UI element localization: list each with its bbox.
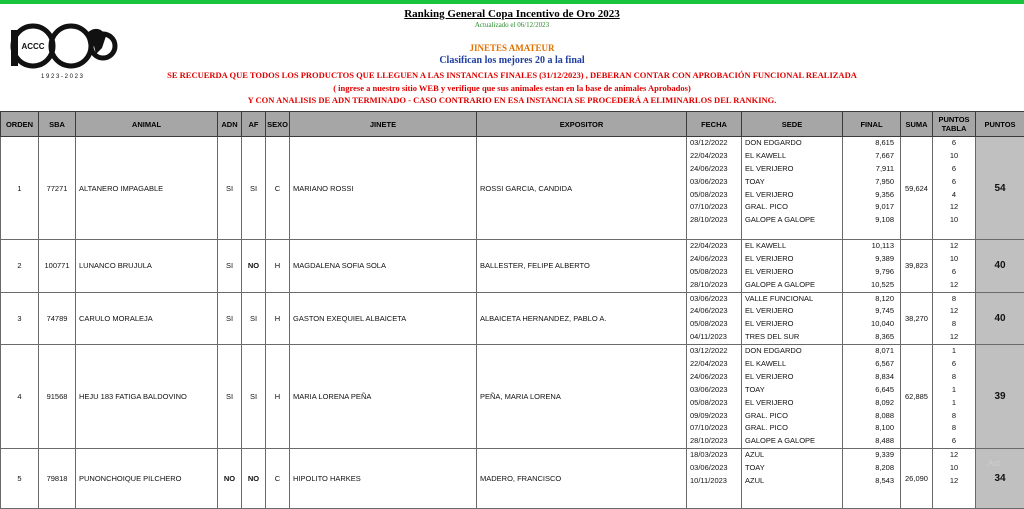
result-final: 7,911 <box>843 163 900 176</box>
result-fecha: 18/03/2023 <box>687 449 741 462</box>
cell-puntos-tabla <box>933 240 976 293</box>
result-fecha: 03/12/2022 <box>687 137 741 150</box>
result-final: 10,525 <box>843 279 900 292</box>
cell-sede <box>742 137 843 240</box>
result-final: 8,120 <box>843 293 900 306</box>
result-fecha: 07/10/2023 <box>687 201 741 214</box>
result-sede: DON EDGARDO <box>742 137 842 150</box>
cell-orden: 5 <box>1 449 39 509</box>
cell-final <box>843 345 901 449</box>
result-final: 8,088 <box>843 410 900 423</box>
result-sede: EL VERIJERO <box>742 163 842 176</box>
col-expositor[interactable]: EXPOSITOR <box>477 112 687 137</box>
cell-final <box>843 137 901 240</box>
cell-orden: 3 <box>1 292 39 345</box>
table-row[interactable] <box>1 345 1024 449</box>
col-sba[interactable]: SBA <box>39 112 76 137</box>
cell-af: NO <box>242 240 266 293</box>
cell-puntos-tabla <box>933 137 976 240</box>
col-sede[interactable]: SEDE <box>742 112 843 137</box>
cell-sexo: C <box>266 137 290 240</box>
result-sede: EL KAWELL <box>742 240 842 253</box>
result-final: 9,339 <box>843 449 900 462</box>
result-sede: GRAL. PICO <box>742 410 842 423</box>
result-puntos-tabla: 8 <box>933 318 975 331</box>
result-sede: TOAY <box>742 176 842 189</box>
cell-adn: SI <box>218 292 242 345</box>
result-final: 8,365 <box>843 331 900 344</box>
result-final: 9,108 <box>843 214 900 227</box>
result-fecha: 24/06/2023 <box>687 305 741 318</box>
result-fecha: 05/08/2023 <box>687 266 741 279</box>
cell-jinete: MARIANO ROSSI <box>290 137 477 240</box>
cell-orden: 4 <box>1 345 39 449</box>
logo-text: ACCC <box>21 42 44 51</box>
col-animal[interactable]: ANIMAL <box>76 112 218 137</box>
cell-jinete: MARIA LORENA PEÑA <box>290 345 477 449</box>
result-sede: GRAL. PICO <box>742 422 842 435</box>
result-fecha: 24/06/2023 <box>687 163 741 176</box>
result-puntos-tabla: 10 <box>933 462 975 475</box>
result-puntos-tabla: 12 <box>933 201 975 214</box>
table-row[interactable] <box>1 292 1024 345</box>
result-puntos-tabla: 6 <box>933 163 975 176</box>
result-sede: EL VERIJERO <box>742 253 842 266</box>
result-puntos-tabla: 6 <box>933 266 975 279</box>
ranking-table <box>0 111 1024 509</box>
result-fecha: 10/11/2023 <box>687 475 741 488</box>
result-fecha: 05/08/2023 <box>687 189 741 202</box>
result-fecha: 04/11/2023 <box>687 331 741 344</box>
result-final: 10,040 <box>843 318 900 331</box>
cell-fecha <box>687 449 742 509</box>
col-fecha[interactable]: FECHA <box>687 112 742 137</box>
cell-animal: LUNANCO BRUJULA <box>76 240 218 293</box>
cell-suma: 26,090 <box>901 449 933 509</box>
cell-expositor: ROSSI GARCIA, CANDIDA <box>477 137 687 240</box>
cell-puntos: 40 <box>976 240 1024 293</box>
col-final[interactable]: FINAL <box>843 112 901 137</box>
cell-puntos: 34 <box>976 449 1024 509</box>
cell-sba: 79818 <box>39 449 76 509</box>
cell-adn: NO <box>218 449 242 509</box>
result-final: 8,834 <box>843 371 900 384</box>
result-sede: EL VERIJERO <box>742 189 842 202</box>
result-final: 8,208 <box>843 462 900 475</box>
watermark: Act <box>988 459 1000 468</box>
result-final: 8,100 <box>843 422 900 435</box>
cell-sede <box>742 345 843 449</box>
result-final: 8,071 <box>843 345 900 358</box>
result-puntos-tabla: 12 <box>933 331 975 344</box>
result-sede: EL VERIJERO <box>742 371 842 384</box>
page-title: Ranking General Copa Incentivo de Oro 2023 <box>0 8 1024 20</box>
result-final: 9,796 <box>843 266 900 279</box>
cell-fecha <box>687 240 742 293</box>
cell-suma: 62,885 <box>901 345 933 449</box>
result-fecha: 24/06/2023 <box>687 371 741 384</box>
result-puntos-tabla: 12 <box>933 449 975 462</box>
cell-af: NO <box>242 449 266 509</box>
result-sede: EL VERIJERO <box>742 318 842 331</box>
col-orden[interactable]: ORDEN <box>1 112 39 137</box>
result-fecha: 28/10/2023 <box>687 279 741 292</box>
result-puntos-tabla: 4 <box>933 189 975 202</box>
cell-sede <box>742 240 843 293</box>
col-puntos-tabla[interactable]: PUNTOS TABLA <box>933 112 976 137</box>
result-puntos-tabla: 1 <box>933 345 975 358</box>
result-sede: TOAY <box>742 384 842 397</box>
cell-af: SI <box>242 137 266 240</box>
result-fecha: 03/06/2023 <box>687 462 741 475</box>
cell-puntos-tabla <box>933 345 976 449</box>
result-sede: GALOPE A GALOPE <box>742 279 842 292</box>
result-sede: AZUL <box>742 475 842 488</box>
cell-fecha <box>687 345 742 449</box>
cell-animal: CARULO MORALEJA <box>76 292 218 345</box>
cell-puntos: 39 <box>976 345 1024 449</box>
result-final: 8,488 <box>843 435 900 448</box>
result-sede: GRAL. PICO <box>742 201 842 214</box>
result-puntos-tabla: 10 <box>933 214 975 227</box>
cell-expositor: ALBAICETA HERNANDEZ, PABLO A. <box>477 292 687 345</box>
col-suma[interactable]: SUMA <box>901 112 933 137</box>
warning-line-2: ( ingrese a nuestro sitio WEB y verifique que sus animales estan en la base de animales Aprobados) <box>0 83 1024 93</box>
result-sede: EL KAWELL <box>742 150 842 163</box>
cell-jinete: MAGDALENA SOFIA SOLA <box>290 240 477 293</box>
cell-animal: PUNONCHOIQUE PILCHERO <box>76 449 218 509</box>
table-row[interactable] <box>1 137 1024 240</box>
result-puntos-tabla: 6 <box>933 435 975 448</box>
cell-final <box>843 240 901 293</box>
cell-sexo: H <box>266 240 290 293</box>
result-sede: VALLE FUNCIONAL <box>742 293 842 306</box>
cell-sba: 100771 <box>39 240 76 293</box>
cell-animal: HEJU 183 FATIGA BALDOVINO <box>76 345 218 449</box>
result-puntos-tabla: 6 <box>933 176 975 189</box>
cell-adn: SI <box>218 137 242 240</box>
cell-sede <box>742 292 843 345</box>
result-fecha: 22/04/2023 <box>687 240 741 253</box>
cell-sba: 91568 <box>39 345 76 449</box>
result-fecha: 24/06/2023 <box>687 253 741 266</box>
result-sede: GALOPE A GALOPE <box>742 435 842 448</box>
result-sede: TOAY <box>742 462 842 475</box>
cell-sexo: H <box>266 292 290 345</box>
cell-af: SI <box>242 345 266 449</box>
result-final: 8,092 <box>843 397 900 410</box>
result-sede: TRES DEL SUR <box>742 331 842 344</box>
result-puntos-tabla: 12 <box>933 305 975 318</box>
result-fecha: 03/06/2023 <box>687 176 741 189</box>
result-final: 9,389 <box>843 253 900 266</box>
cell-puntos: 54 <box>976 137 1024 240</box>
result-sede: EL VERIJERO <box>742 266 842 279</box>
result-fecha: 05/08/2023 <box>687 397 741 410</box>
cell-af: SI <box>242 292 266 345</box>
cell-sba: 77271 <box>39 137 76 240</box>
result-fecha: 05/08/2023 <box>687 318 741 331</box>
cell-final <box>843 292 901 345</box>
cell-puntos: 40 <box>976 292 1024 345</box>
result-sede: EL KAWELL <box>742 358 842 371</box>
cell-expositor: BALLESTER, FELIPE ALBERTO <box>477 240 687 293</box>
col-sexo[interactable]: SEXO <box>266 112 290 137</box>
result-puntos-tabla: 1 <box>933 384 975 397</box>
result-puntos-tabla: 1 <box>933 397 975 410</box>
result-fecha: 28/10/2023 <box>687 214 741 227</box>
result-sede: AZUL <box>742 449 842 462</box>
cell-expositor: MADERO, FRANCISCO <box>477 449 687 509</box>
result-fecha: 03/06/2023 <box>687 384 741 397</box>
cell-final <box>843 449 901 509</box>
result-fecha: 03/12/2022 <box>687 345 741 358</box>
result-final: 8,543 <box>843 475 900 488</box>
cell-adn: SI <box>218 345 242 449</box>
cell-sede <box>742 449 843 509</box>
result-puntos-tabla: 10 <box>933 253 975 266</box>
table-header-row <box>1 112 1024 137</box>
col-puntos[interactable]: PUNTOS <box>976 112 1024 137</box>
result-final: 6,567 <box>843 358 900 371</box>
cell-jinete: GASTON EXEQUIEL ALBAICETA <box>290 292 477 345</box>
result-puntos-tabla: 6 <box>933 358 975 371</box>
cell-adn: SI <box>218 240 242 293</box>
result-final: 9,017 <box>843 201 900 214</box>
result-final: 9,745 <box>843 305 900 318</box>
cell-puntos-tabla <box>933 449 976 509</box>
result-fecha: 03/06/2023 <box>687 293 741 306</box>
result-final: 7,667 <box>843 150 900 163</box>
result-puntos-tabla: 12 <box>933 240 975 253</box>
result-puntos-tabla: 8 <box>933 371 975 384</box>
cell-sexo: C <box>266 449 290 509</box>
result-fecha: 22/04/2023 <box>687 150 741 163</box>
cell-jinete: HIPOLITO HARKES <box>290 449 477 509</box>
result-final: 10,113 <box>843 240 900 253</box>
result-final: 9,356 <box>843 189 900 202</box>
cell-suma: 38,270 <box>901 292 933 345</box>
subtitle: Clasifican los mejores 20 a la final <box>0 55 1024 66</box>
result-puntos-tabla: 8 <box>933 410 975 423</box>
result-puntos-tabla: 8 <box>933 293 975 306</box>
col-adn[interactable]: ADN <box>218 112 242 137</box>
cell-fecha <box>687 137 742 240</box>
cell-animal: ALTANERO IMPAGABLE <box>76 137 218 240</box>
result-fecha: 22/04/2023 <box>687 358 741 371</box>
result-final: 7,950 <box>843 176 900 189</box>
category-label: JINETES AMATEUR <box>0 43 1024 53</box>
result-fecha: 07/10/2023 <box>687 422 741 435</box>
cell-orden: 1 <box>1 137 39 240</box>
cell-fecha <box>687 292 742 345</box>
result-sede: GALOPE A GALOPE <box>742 214 842 227</box>
logo-years: 1 9 2 3 - 2 0 2 3 <box>41 74 84 80</box>
table-row[interactable] <box>1 240 1024 293</box>
result-final: 6,645 <box>843 384 900 397</box>
col-jinete[interactable]: JINETE <box>290 112 477 137</box>
result-puntos-tabla: 10 <box>933 150 975 163</box>
result-fecha: 28/10/2023 <box>687 435 741 448</box>
result-fecha: 09/09/2023 <box>687 410 741 423</box>
warning-line-3: Y CON ANALISIS DE ADN TERMINADO - CASO CONTRARIO EN ESA INSTANCIA SE PROCEDERÁ A ELIMINARLOS DEL RANKING. <box>0 95 1024 105</box>
result-puntos-tabla: 12 <box>933 475 975 488</box>
result-puntos-tabla: 8 <box>933 422 975 435</box>
result-final: 8,615 <box>843 137 900 150</box>
cell-sexo: H <box>266 345 290 449</box>
result-sede: DON EDGARDO <box>742 345 842 358</box>
table-row[interactable] <box>1 449 1024 509</box>
updated-date: Actualizado el 06/12/2023 <box>0 21 1024 29</box>
cell-suma: 39,823 <box>901 240 933 293</box>
result-puntos-tabla: 12 <box>933 279 975 292</box>
cell-puntos-tabla <box>933 292 976 345</box>
cell-sba: 74789 <box>39 292 76 345</box>
cell-suma: 59,624 <box>901 137 933 240</box>
cell-orden: 2 <box>1 240 39 293</box>
result-sede: EL VERIJERO <box>742 397 842 410</box>
result-sede: EL VERIJERO <box>742 305 842 318</box>
cell-expositor: PEÑA, MARIA LORENA <box>477 345 687 449</box>
warning-line-1: SE RECUERDA QUE TODOS LOS PRODUCTOS QUE LLEGUEN A LAS INSTANCIAS FINALES (31/12/2023) , DEBERAN CONTAR CON APROBACIÓN FUNCIONAL REALIZADA <box>0 70 1024 80</box>
top-accent-bar <box>0 0 1024 4</box>
col-af[interactable]: AF <box>242 112 266 137</box>
result-puntos-tabla: 6 <box>933 137 975 150</box>
